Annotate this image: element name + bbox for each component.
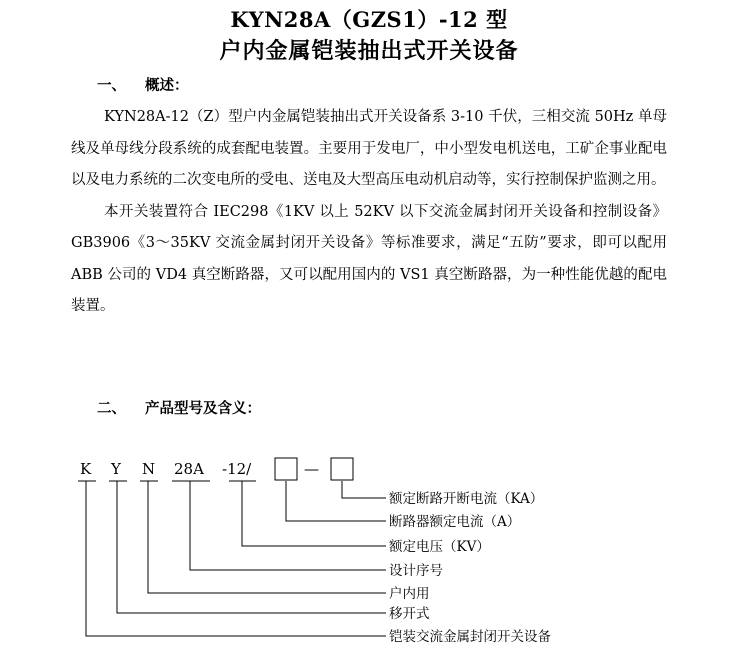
paragraph-standards: 本开关装置符合 IEC298《1KV 以上 52KV 以下交流金属封闭开关设备和控制设备》GB3906《3～35KV 交流金属封闭开关设备》等标准要求，满足“五防”要求，即可以配用 ABB 公司的 VD4 真空断路器，又可以配用国内的 VS1 真空断路器，为一种性能优越的配电装置。 [71, 203, 667, 314]
meaning-design-number: 设计序号 [389, 563, 443, 579]
paragraph-overview: KYN28A-12（Z）型户内金属铠装抽出式开关设备系 3-10 千伏，三相交流 50Hz 单母线及单母线分段系统的成套配电装置。主要用于发电厂，中小型发电机送电，工矿企事业配电以及电力系统的二次变电所的受电、送电及大型高压电动机启动等，实行控制保护监测之用。 [71, 109, 667, 188]
breaking-current-box [331, 458, 353, 480]
code-letter-k: K [80, 460, 92, 478]
meaning-withdrawable: 移开式 [389, 606, 430, 622]
code-dash: — [304, 460, 319, 478]
meaning-rated-voltage: 额定电压（KV） [389, 539, 490, 555]
current-rating-box [275, 458, 297, 480]
document-title-name: 户内金属铠装抽出式开关设备 [219, 38, 519, 64]
code-series-number: 28A [174, 460, 204, 478]
code-letter-y: Y [111, 460, 121, 478]
section-2-number: 二、 [97, 400, 126, 417]
code-voltage: -12/ [222, 460, 252, 478]
section-1-title: 概述： [145, 77, 189, 94]
meaning-armored-switchgear: 铠装交流金属封闭开关设备 [389, 629, 551, 645]
document-title-model: KYN28A（GZS1）-12 型 [230, 7, 508, 32]
code-letter-n: N [142, 460, 156, 478]
meaning-rated-current: 断路器额定电流（A） [389, 514, 521, 530]
meaning-indoor: 户内用 [389, 586, 430, 602]
section-1-number: 一、 [97, 77, 126, 94]
meaning-breaking-current: 额定断路开断电流（KA） [389, 491, 544, 507]
section-2-title: 产品型号及含义： [145, 400, 261, 417]
